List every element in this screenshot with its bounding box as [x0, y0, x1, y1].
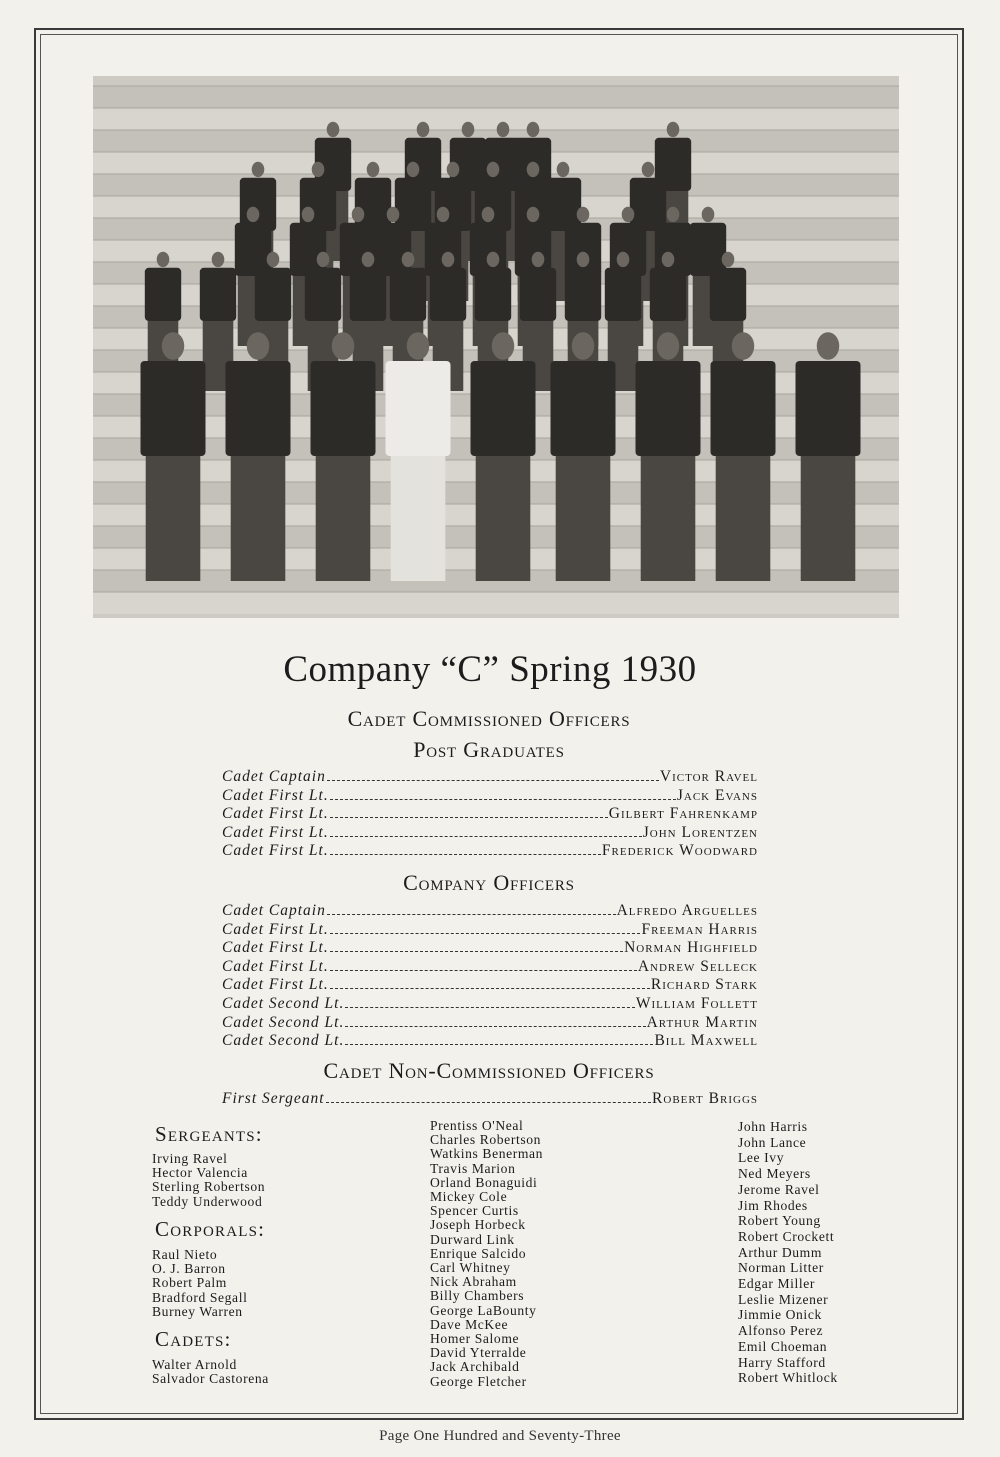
heading-company-officers: Company Officers — [403, 870, 575, 895]
list-item: Leslie Mizener — [738, 1291, 829, 1307]
heading-post-graduates: Post Graduates — [413, 737, 565, 762]
officer-name: Jack Evans — [676, 786, 758, 804]
rank-label: Cadet First Lt. — [222, 823, 329, 841]
list-item: John Harris — [738, 1119, 808, 1134]
rank-label: First Sergeant — [222, 1090, 325, 1107]
list-item: O. J. Barron — [152, 1261, 226, 1277]
sergeants-list — [152, 1152, 265, 1209]
rank-label: Cadet First Lt. — [222, 805, 329, 823]
corporals-heading: Corporals: — [155, 1217, 266, 1241]
rank-label: Cadet First Lt. — [222, 957, 329, 975]
list-item: Jerome Ravel — [738, 1181, 820, 1197]
roster-row — [222, 1014, 758, 1033]
list-item: Nick Abraham — [430, 1274, 517, 1290]
officer-name: Alfredo Arguelles — [616, 902, 758, 919]
list-item: Robert Young — [738, 1213, 821, 1229]
list-item: John Lance — [738, 1134, 807, 1150]
rank-label: Cadet Second Lt. — [222, 1032, 345, 1050]
list-item: Mickey Cole — [430, 1189, 508, 1205]
list-item: Raul Nieto — [152, 1247, 218, 1262]
cadets-list-column-1 — [152, 1358, 269, 1386]
list-item: Lee Ivy — [738, 1150, 785, 1166]
roster-row — [222, 768, 758, 787]
rank-label: Cadet Captain — [222, 768, 326, 785]
list-item: George Fletcher — [430, 1373, 527, 1389]
officer-name: Norman Highfield — [624, 939, 758, 957]
roster-row — [222, 958, 758, 977]
rank-label: Cadet First Lt. — [222, 976, 329, 994]
dot-leader — [327, 780, 659, 781]
officer-name: Victor Ravel — [659, 768, 758, 785]
rank-label: Cadet Second Lt. — [222, 1013, 345, 1031]
roster-row — [222, 1090, 758, 1109]
rank-label: Cadet First Lt. — [222, 842, 329, 860]
list-item: Jimmie Onick — [738, 1307, 822, 1323]
officer-name: Arthur Martin — [646, 1013, 758, 1031]
post-graduates-roster — [222, 768, 758, 861]
rank-label: Cadet First Lt. — [222, 939, 329, 957]
dot-leader — [330, 854, 601, 855]
list-item: Burney Warren — [152, 1303, 243, 1319]
officer-name: John Lorentzen — [642, 823, 758, 841]
roster-row — [222, 787, 758, 806]
rank-label: Cadet Second Lt. — [222, 994, 345, 1012]
list-item: Charles Robertson — [430, 1132, 542, 1148]
list-item: Edgar Miller — [738, 1276, 816, 1292]
list-item: Teddy Underwood — [152, 1193, 263, 1209]
list-item: David Yterralde — [430, 1345, 527, 1361]
dot-leader — [330, 799, 676, 800]
roster-row — [222, 824, 758, 843]
dot-leader — [330, 951, 623, 952]
list-item: Dave McKee — [430, 1316, 509, 1332]
corporals-list — [152, 1248, 247, 1319]
list-item: Alfonso Perez — [738, 1323, 824, 1339]
rank-label: Cadet Captain — [222, 902, 326, 919]
company-officers-roster — [222, 902, 758, 1051]
roster-row — [222, 805, 758, 824]
list-item: Travis Marion — [430, 1160, 516, 1176]
dot-leader — [327, 914, 616, 915]
list-item: Robert Whitlock — [738, 1370, 838, 1386]
officer-name: Andrew Selleck — [637, 957, 758, 975]
dot-leader — [345, 1044, 653, 1045]
dot-leader — [330, 933, 641, 934]
officer-name: William Follett — [635, 994, 758, 1012]
page-title: Company “C” Spring 1930 — [283, 649, 697, 690]
list-item: Arthur Dumm — [738, 1244, 823, 1260]
officer-name: Bill Maxwell — [654, 1032, 758, 1050]
list-item: Robert Crockett — [738, 1228, 835, 1244]
roster-row — [222, 1032, 758, 1051]
list-item: Emil Choeman — [738, 1338, 828, 1354]
dot-leader — [345, 1007, 635, 1008]
roster-row — [222, 921, 758, 940]
list-item: Jim Rhodes — [738, 1197, 808, 1213]
dot-leader — [330, 988, 650, 989]
list-item: Carl Whitney — [430, 1260, 511, 1276]
list-item: Homer Salome — [430, 1331, 520, 1347]
cadets-list-column-3 — [738, 1119, 838, 1386]
officer-name: Freeman Harris — [641, 920, 758, 938]
list-item: Enrique Salcido — [430, 1245, 527, 1261]
list-item: Harry Stafford — [738, 1354, 826, 1370]
roster-row — [222, 976, 758, 995]
dot-leader — [345, 1026, 645, 1027]
list-item: Hector Valencia — [152, 1165, 248, 1181]
roster-row — [222, 939, 758, 958]
dot-leader — [330, 970, 637, 971]
sergeants-heading: Sergeants: — [155, 1122, 263, 1146]
dot-leader — [330, 817, 608, 818]
roster-row — [222, 902, 758, 921]
roster-row — [222, 995, 758, 1014]
list-item: Irving Ravel — [152, 1151, 228, 1166]
heading-non-commissioned: Cadet Non-Commissioned Officers — [323, 1058, 655, 1083]
officer-name: Frederick Woodward — [601, 842, 758, 860]
list-item: Jack Archibald — [430, 1359, 520, 1375]
group-photo — [93, 76, 899, 618]
list-item: Billy Chambers — [430, 1288, 525, 1304]
list-item: Sterling Robertson — [152, 1179, 266, 1195]
list-item: Bradford Segall — [152, 1289, 248, 1305]
list-item: Durward Link — [430, 1231, 515, 1247]
rank-label: Cadet First Lt. — [222, 786, 329, 804]
heading-commissioned: Cadet Commissioned Officers — [347, 706, 631, 731]
list-item: Joseph Horbeck — [430, 1217, 526, 1233]
officer-name: Richard Stark — [650, 976, 758, 994]
roster-row — [222, 842, 758, 861]
officer-name: Gilbert Fahrenkamp — [608, 805, 758, 823]
list-item: Norman Litter — [738, 1260, 824, 1276]
dot-leader — [326, 1102, 652, 1103]
list-item: George LaBounty — [430, 1302, 537, 1318]
list-item: Walter Arnold — [152, 1357, 237, 1372]
list-item: Spencer Curtis — [430, 1203, 519, 1219]
cadets-heading: Cadets: — [155, 1327, 232, 1351]
list-item: Watkins Benerman — [430, 1146, 544, 1162]
dot-leader — [330, 836, 642, 837]
list-item: Robert Palm — [152, 1275, 227, 1291]
rank-label: Cadet First Lt. — [222, 920, 329, 938]
page-number-footer: Page One Hundred and Seventy-Three — [379, 1428, 621, 1444]
list-item: Orland Bonaguidi — [430, 1174, 538, 1190]
list-item: Ned Meyers — [738, 1166, 811, 1182]
cadets-list-column-2 — [430, 1119, 543, 1389]
list-item: Prentiss O'Neal — [430, 1118, 524, 1133]
officer-name: Robert Briggs — [652, 1090, 758, 1107]
first-sergeant-roster — [222, 1090, 758, 1109]
list-item: Salvador Castorena — [152, 1371, 269, 1387]
